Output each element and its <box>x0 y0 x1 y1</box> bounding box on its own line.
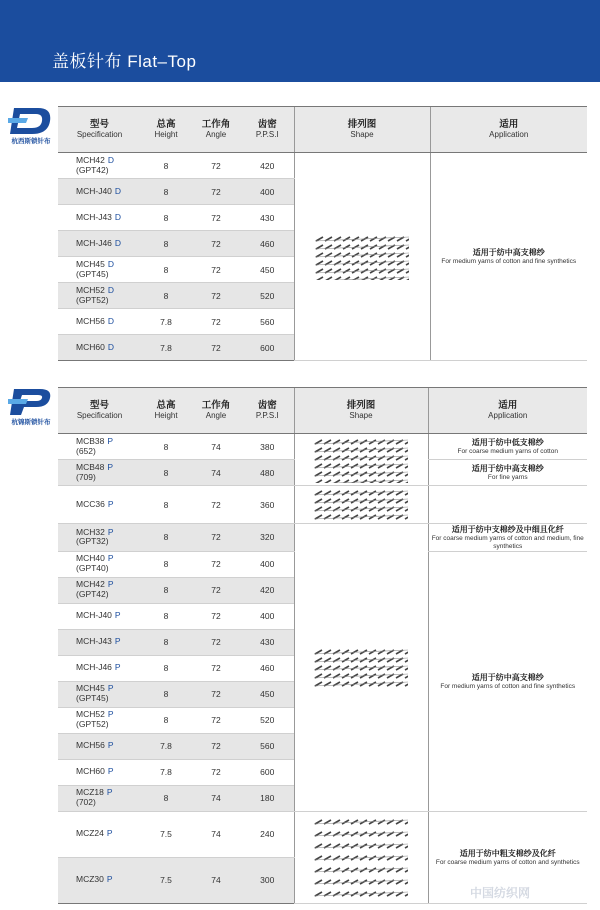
model-cell <box>58 603 141 629</box>
angle-cell: 72 <box>191 309 241 335</box>
angle-cell: 72 <box>191 205 241 231</box>
col-height: 总高 Height <box>141 388 191 434</box>
height-cell: 8 <box>141 205 191 231</box>
spec-table-d <box>58 106 587 361</box>
ppsi-cell: 360 <box>241 486 294 524</box>
brand-letter: P <box>114 636 121 647</box>
angle-cell: 72 <box>191 603 241 629</box>
table-row <box>58 153 587 179</box>
height-cell: 8 <box>141 707 191 733</box>
ppsi-cell: 300 <box>241 857 294 903</box>
col-shape: 排列图 Shape <box>294 107 430 153</box>
wire-pattern-icon <box>314 488 408 522</box>
application-zh: 适用于纺中支棉纱及中细且化纤 <box>451 525 564 534</box>
model-cell <box>58 811 141 857</box>
angle-cell: 72 <box>191 179 241 205</box>
model-name: MCH-J43 <box>76 211 112 222</box>
col-shape: 排列图 Shape <box>294 388 428 434</box>
application-zh: 适用于纺中粗支棉纱及化纤 <box>459 848 556 858</box>
height-cell: 8 <box>141 655 191 681</box>
angle-cell: 72 <box>191 655 241 681</box>
application-en: For medium yarns of cotton and fine synthetics <box>441 258 577 266</box>
model-name: MCZ18 <box>76 787 104 798</box>
brand-letter: D <box>107 341 114 352</box>
shape-cell <box>294 524 428 812</box>
col-ppsi: 齿密 P.P.S.I <box>241 388 294 434</box>
model-name: MCH40 <box>76 553 105 564</box>
brand-letter: P <box>107 683 114 694</box>
col-angle: 工作角 Angle <box>191 388 241 434</box>
model-name: MCH42 <box>76 154 105 165</box>
model-name: MCH-J43 <box>76 636 112 647</box>
logo-p-icon <box>8 387 54 417</box>
model-name: MCH60 <box>76 766 105 777</box>
angle-cell: 72 <box>191 283 241 309</box>
table-row <box>58 524 587 552</box>
brand-letter: P <box>106 787 113 798</box>
table-row <box>58 434 587 460</box>
application-en: For fine yarns <box>487 474 528 482</box>
model-alt: (652) <box>76 445 96 456</box>
height-cell: 7.5 <box>141 811 191 857</box>
angle-cell: 72 <box>191 524 241 552</box>
col-angle: 工作角 Angle <box>191 107 241 153</box>
shape-cell <box>294 434 428 486</box>
brand-letter: P <box>106 828 113 839</box>
height-cell: 8 <box>141 283 191 309</box>
ppsi-cell: 400 <box>241 179 294 205</box>
angle-cell: 72 <box>191 335 241 361</box>
model-cell <box>58 283 141 309</box>
height-cell: 8 <box>141 460 191 486</box>
height-cell: 7.5 <box>141 857 191 903</box>
ppsi-cell: 450 <box>241 681 294 707</box>
ppsi-cell: 520 <box>241 707 294 733</box>
ppsi-cell: 460 <box>241 231 294 257</box>
model-cell <box>58 524 141 552</box>
ppsi-cell: 460 <box>241 655 294 681</box>
brand-letter: P <box>107 435 114 446</box>
ppsi-cell: 430 <box>241 205 294 231</box>
spec-table-p <box>58 387 587 904</box>
model-cell <box>58 681 141 707</box>
height-cell: 7.8 <box>141 309 191 335</box>
model-cell <box>58 460 141 486</box>
application-en: For medium yarns of cotton and fine synthetics <box>440 682 576 690</box>
model-alt: (709) <box>76 471 96 482</box>
brand-letter: P <box>107 498 114 509</box>
height-cell: 8 <box>141 257 191 283</box>
model-name: MCH-J40 <box>76 185 112 196</box>
brand-letter: P <box>107 579 114 590</box>
model-name: MCH52 <box>76 284 105 295</box>
height-cell: 8 <box>141 231 191 257</box>
angle-cell: 74 <box>191 857 241 903</box>
model-name: MCH-J46 <box>76 662 112 673</box>
model-cell <box>58 309 141 335</box>
model-cell <box>58 257 141 283</box>
wire-pattern-icon <box>314 437 408 483</box>
page-title: 盖板针布 Flat–Top <box>52 52 197 71</box>
height-cell: 8 <box>141 524 191 552</box>
brand-letter: D <box>114 185 122 196</box>
ppsi-cell: 240 <box>241 811 294 857</box>
height-cell: 8 <box>141 577 191 603</box>
height-cell: 8 <box>141 681 191 707</box>
ppsi-cell: 420 <box>241 153 294 179</box>
angle-cell: 72 <box>191 733 241 759</box>
table-header-row <box>58 107 587 153</box>
watermark: 中国纺织网 <box>470 886 531 900</box>
ppsi-cell: 560 <box>241 309 294 335</box>
angle-cell: 72 <box>191 231 241 257</box>
model-name: MCH42 <box>76 579 105 590</box>
brand-letter: P <box>107 526 114 537</box>
model-cell <box>58 551 141 577</box>
angle-cell: 72 <box>191 707 241 733</box>
angle-cell: 72 <box>191 153 241 179</box>
angle-cell: 72 <box>191 577 241 603</box>
model-name: MCH56 <box>76 315 105 326</box>
application-zh: 适用于纺中高支棉纱 <box>472 248 545 258</box>
brand-letter: D <box>107 284 114 295</box>
application-cell <box>428 434 587 460</box>
model-cell <box>58 231 141 257</box>
shape-cell <box>294 811 428 903</box>
shape-cell <box>294 153 430 361</box>
model-cell <box>58 153 141 179</box>
ppsi-cell: 400 <box>241 603 294 629</box>
wire-pattern-icon <box>315 234 409 280</box>
brand-letter: P <box>114 610 121 621</box>
col-spec: 型号 Specification <box>58 388 141 434</box>
model-cell <box>58 179 141 205</box>
ppsi-cell: 450 <box>241 257 294 283</box>
model-cell <box>58 655 141 681</box>
angle-cell: 74 <box>191 811 241 857</box>
application-zh: 适用于纺中低支棉纱 <box>471 438 544 448</box>
application-cell <box>428 486 587 524</box>
height-cell: 8 <box>141 486 191 524</box>
height-cell: 8 <box>141 629 191 655</box>
logo-caption: 杭锦斯锁针布 <box>11 419 51 426</box>
ppsi-cell: 180 <box>241 785 294 811</box>
shape-cell <box>294 486 428 524</box>
brand-letter: D <box>107 258 114 269</box>
model-cell <box>58 486 141 524</box>
logo-d-icon <box>8 106 54 136</box>
ppsi-cell: 480 <box>241 460 294 486</box>
col-spec: 型号 Specification <box>58 107 141 153</box>
model-alt: (GPT32) <box>76 536 109 547</box>
ppsi-cell: 560 <box>241 733 294 759</box>
brand-letter: P <box>107 461 114 472</box>
model-cell <box>58 759 141 785</box>
model-name: MCH56 <box>76 740 105 751</box>
brand-logo-p <box>4 387 58 429</box>
application-en: For coarse medium yarns of cotton and synthetics <box>435 858 580 866</box>
brand-letter: P <box>106 874 113 885</box>
model-cell <box>58 733 141 759</box>
brand-letter: D <box>114 237 122 248</box>
brand-letter: P <box>107 709 114 720</box>
model-alt: (GPT45) <box>76 693 109 704</box>
table-header-row <box>58 388 587 434</box>
angle-cell: 72 <box>191 257 241 283</box>
height-cell: 8 <box>141 434 191 460</box>
model-name: MCB48 <box>76 461 105 472</box>
application-cell <box>428 460 587 486</box>
brand-letter: D <box>107 154 114 165</box>
angle-cell: 74 <box>191 460 241 486</box>
col-application: 适用 Application <box>430 107 587 153</box>
brand-letter: P <box>107 766 114 777</box>
model-name: MCB38 <box>76 435 105 446</box>
ppsi-cell: 430 <box>241 629 294 655</box>
model-alt: (GPT52) <box>76 719 109 730</box>
model-cell <box>58 785 141 811</box>
model-name: MCH-J46 <box>76 237 112 248</box>
height-cell: 7.8 <box>141 335 191 361</box>
table-row <box>58 811 587 857</box>
brand-logo-d <box>4 106 58 148</box>
model-alt: (GPT45) <box>76 268 109 279</box>
model-cell <box>58 629 141 655</box>
brand-letter: D <box>107 315 114 326</box>
col-height: 总高 Height <box>141 107 191 153</box>
height-cell: 8 <box>141 603 191 629</box>
model-name: MCH52 <box>76 709 105 720</box>
application-en: For coarse medium yarns of cotton <box>457 448 558 456</box>
model-name: MCH45 <box>76 683 105 694</box>
application-cell <box>430 153 587 361</box>
model-alt: (GPT52) <box>76 294 109 305</box>
model-name: MCH45 <box>76 258 105 269</box>
height-cell: 7.8 <box>141 733 191 759</box>
angle-cell: 74 <box>191 785 241 811</box>
wire-pattern-icon <box>314 647 408 687</box>
angle-cell: 72 <box>191 486 241 524</box>
application-cell <box>428 524 587 552</box>
height-cell: 8 <box>141 153 191 179</box>
ppsi-cell: 380 <box>241 434 294 460</box>
model-cell <box>58 434 141 460</box>
brand-letter: D <box>114 211 122 222</box>
ppsi-cell: 320 <box>241 524 294 552</box>
ppsi-cell: 600 <box>241 759 294 785</box>
application-cell <box>428 551 587 811</box>
ppsi-cell: 420 <box>241 577 294 603</box>
model-cell <box>58 857 141 903</box>
application-en: For coarse medium yarns of cotton and medium, fine synthetics <box>431 535 584 550</box>
model-alt: (GPT42) <box>76 164 109 175</box>
table-row <box>58 486 587 524</box>
model-alt: (702) <box>76 797 96 808</box>
wire-pattern-icon <box>314 817 408 897</box>
model-name: MCZ24 <box>76 828 104 839</box>
angle-cell: 72 <box>191 551 241 577</box>
ppsi-cell: 400 <box>241 551 294 577</box>
ppsi-cell: 600 <box>241 335 294 361</box>
model-cell <box>58 335 141 361</box>
angle-cell: 72 <box>191 759 241 785</box>
model-name: MCH32 <box>76 526 105 537</box>
height-cell: 7.8 <box>141 759 191 785</box>
model-cell <box>58 577 141 603</box>
angle-cell: 74 <box>191 434 241 460</box>
page-header <box>0 0 600 82</box>
logo-caption: 杭西斯锁针布 <box>11 138 51 145</box>
col-application: 适用 Application <box>428 388 587 434</box>
height-cell: 8 <box>141 551 191 577</box>
model-name: MCC36 <box>76 498 105 509</box>
model-name: MCH-J40 <box>76 610 112 621</box>
brand-letter: P <box>114 662 121 673</box>
model-name: MCZ30 <box>76 874 104 885</box>
application-zh: 适用于纺中高支棉纱 <box>471 672 544 682</box>
height-cell: 8 <box>141 785 191 811</box>
brand-letter: P <box>107 553 114 564</box>
angle-cell: 72 <box>191 681 241 707</box>
height-cell: 8 <box>141 179 191 205</box>
col-ppsi: 齿密 P.P.S.I <box>241 107 294 153</box>
model-alt: (GPT40) <box>76 563 109 574</box>
application-zh: 适用于纺中高支棉纱 <box>471 464 544 474</box>
model-name: MCH60 <box>76 341 105 352</box>
angle-cell: 72 <box>191 629 241 655</box>
ppsi-cell: 520 <box>241 283 294 309</box>
model-alt: (GPT42) <box>76 589 109 600</box>
model-cell <box>58 707 141 733</box>
model-cell <box>58 205 141 231</box>
brand-letter: P <box>107 740 114 751</box>
